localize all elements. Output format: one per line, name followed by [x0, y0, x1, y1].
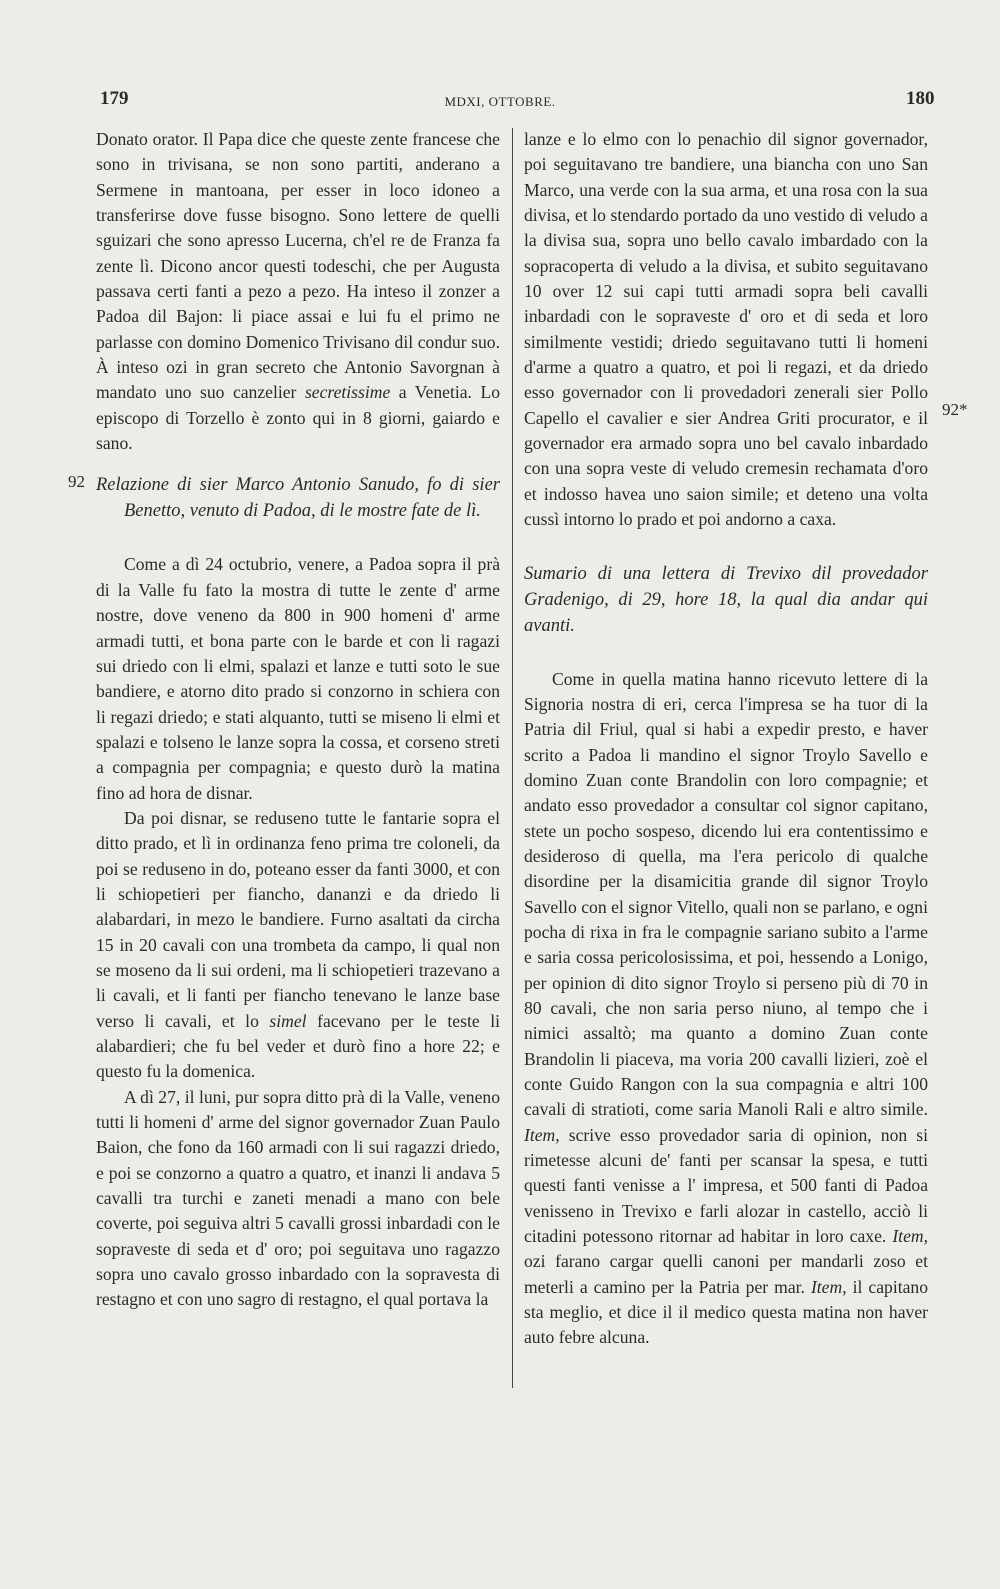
column-divider — [512, 128, 513, 1388]
page-number-right: 180 — [906, 88, 935, 109]
right-column — [524, 127, 928, 1351]
section-heading: Relazione di sier Marco Antonio Sanudo, fo di sier Benetto, venuto di Padoa, di le mostre fate de lì. — [96, 475, 500, 522]
left-column — [96, 127, 500, 1313]
paragraph: Come a dì 24 octubrio, venere, a Padoa sopra il prà di la Valle fu fato la mostra di tutte le zente d' arme nostre, dove veneno da 800 in 900 homeni d' arme armadi tutti, et bona parte con le barde et con li ragazi sui driedo con li elmi, spalazi et lanze e tutti soto le sue bandiere, e atorno dito prado si conzorno in schiera con li regazi driedo; e stati alquanto, tutti se miseno li elmi et spalazi e tolseno le lanze sopra la cossa, et corseno streti a compagnia per compagnia; e questo durò la matina fino ad hora de disnar. — [96, 554, 500, 803]
section-heading: Sumario di una lettera di Trevixo dil provedador Gradenigo, di 29, hore 18, la qual dia andar qui avanti. — [524, 563, 928, 636]
paragraph: Da poi disnar, se reduseno tutte le fantarie sopra el ditto prado, et lì in ordinanza feno prima tre coloneli, da poi se reduseno in do, poteano esser da fanti 3000, et con li schiopetieri per fiancho, dananzi e da driedo li alabardari, in mezo le bandiere. Furno asaltati da circha 15 in 20 cavali con una trombeta da campo, li qual non se moseno da li sui ordeni, ma li schiopetieri trazevano a li cavali, et li fanti per fiancho tenevano le lanze base verso li cavali, et lo simel facevano per le teste li alabardieri; che fu bel veder et durò fino a hore 22; e questo fu la domenica. — [96, 807, 500, 1082]
paragraph: A dì 27, il luni, pur sopra ditto prà di la Valle, veneno tutti li homeni d' arme del signor governador Zuan Paulo Baion, che fono da 160 armadi con li sui ragazzi driedo, e poi se conzorno a quatro a quatro, et inanzi li andava 5 cavalli tra turchi e zaneti menadi a mano con bele coverte, poi seguiva altri 5 cavalli grossi inbardadi con le sopraveste di seda et d' oro; poi seguitava uno ragazzo sopra uno cavalo grosso inbardado con la sopravesta di restagno et con uno sagro di restagno, el qual portava la — [96, 1086, 500, 1310]
margin-note-right: 92* — [942, 400, 968, 419]
paragraph: lanze e lo elmo con lo penachio dil signor governador, poi seguitavano tre bandiere, una biancha con uno San Marco, una verde con la sua arma, et una rosa con la sua divisa, et lo stendardo portado da uno vestido di veludo a la divisa sua, sopra uno bello cavalo imbardado con la sopracoperta di veludo a la divisa, et subito seguitavano 10 over 12 sui capi tutti armadi sopra beli cavalli inbardadi con le sopraveste d' oro et di seda et loro similmente vestidi; driedo seguitavano tutti li homeni d'arme a quatro a quatro, et poi li regazi, et da driedo esso governador con li provedadori zenerali sier Pollo Capello el cavalier e sier Andrea Griti procurator, e il governador era armado sopra uno bel cavalo inbardado con una sopra veste di veludo cremesin rechamata d'oro et indosso havea uno saion simile; et deteno una volta cussì intorno lo prado et poi andorno a caxa. — [524, 129, 928, 530]
paragraph: Donato orator. Il Papa dice che queste zente francese che sono in trivisana, se non sono partiti, anderano a Sermene in mantoana, per esser in loco idoneo a transferirse dove fusse bisogno. Sono lettere de quelli sguizari che sono apresso Lucerna, ch'el re de Franza fa zente lì. Dicono ancor questi todeschi, che per Augusta passava certi fanti a pezo a pezo. Ha inteso il zonzer a Padoa dil Bajon: li piace assai e lui fu el primo ne parlasse con domino Domenico Trivisano dil condur suo. À inteso ozi in gran secreto che Antonio Savorgnan à mandato uno suo canzelier secretissime a Venetia. Lo episcopo di Torzello è zonto qui in 8 giorni, gaiardo e sano. — [96, 129, 500, 454]
paragraph: Come in quella matina hanno ricevuto lettere di la Signoria nostra di eri, cerca l'impresa se ha tuor di la Patria dil Friul, qual si habi a expedir presto, e haver scrito a Padoa li mandino el signor Troylo Savello e domino Zuan conte Brandolin con loro compagnie; et andato esso provedador a consultar col signor capitano, stete un pocho sospeso, dicendo lui era contentissimo e desideroso di quella, ma l'era pericolo di qualche disordine per la disamicitia grande dil signor Troylo Savello con el signor Vitello, quali non se parlano, e ogni pocha di rixa in fra le compagnie sariano subito a l'arme e saria cossa pericolosissima, et poi, hessendo a Lonigo, per opinion di dito signor Troylo si perseno più di 70 in 80 cavali, che non saria perso niuno, al tempo che i nimici assaltò; ma quanto a domino Zuan conte Brandolin li piaceva, ma voria 200 cavalli lizieri, zoè el conte Guido Rangon con la sua compagnia e altri 100 cavali di stratioti, come saria Manoli Rali e altro simile. Item, scrive esso provedador saria di opinion, non si rimetesse alcuni de' fanti per scansar la spesa, e tutti questi fanti venisse a l' impresa, et 500 fanti di Padoa venisseno in Trevixo e farli alozar in castello, acciò li citadini potessono ritornar ad habitar in loro caxe. Item, ozi farano cargar quelli canoni per mandarli zoso et meterli a camino per la Patria per mar. Item, il capitano sta meglio, et dice il il medico questa matina non haver auto febre alcuna. — [524, 668, 928, 1348]
margin-note-left: 92 — [68, 472, 85, 491]
running-title: MDXI, OTTOBRE. — [444, 94, 556, 109]
page-number-left: 179 — [100, 88, 129, 109]
